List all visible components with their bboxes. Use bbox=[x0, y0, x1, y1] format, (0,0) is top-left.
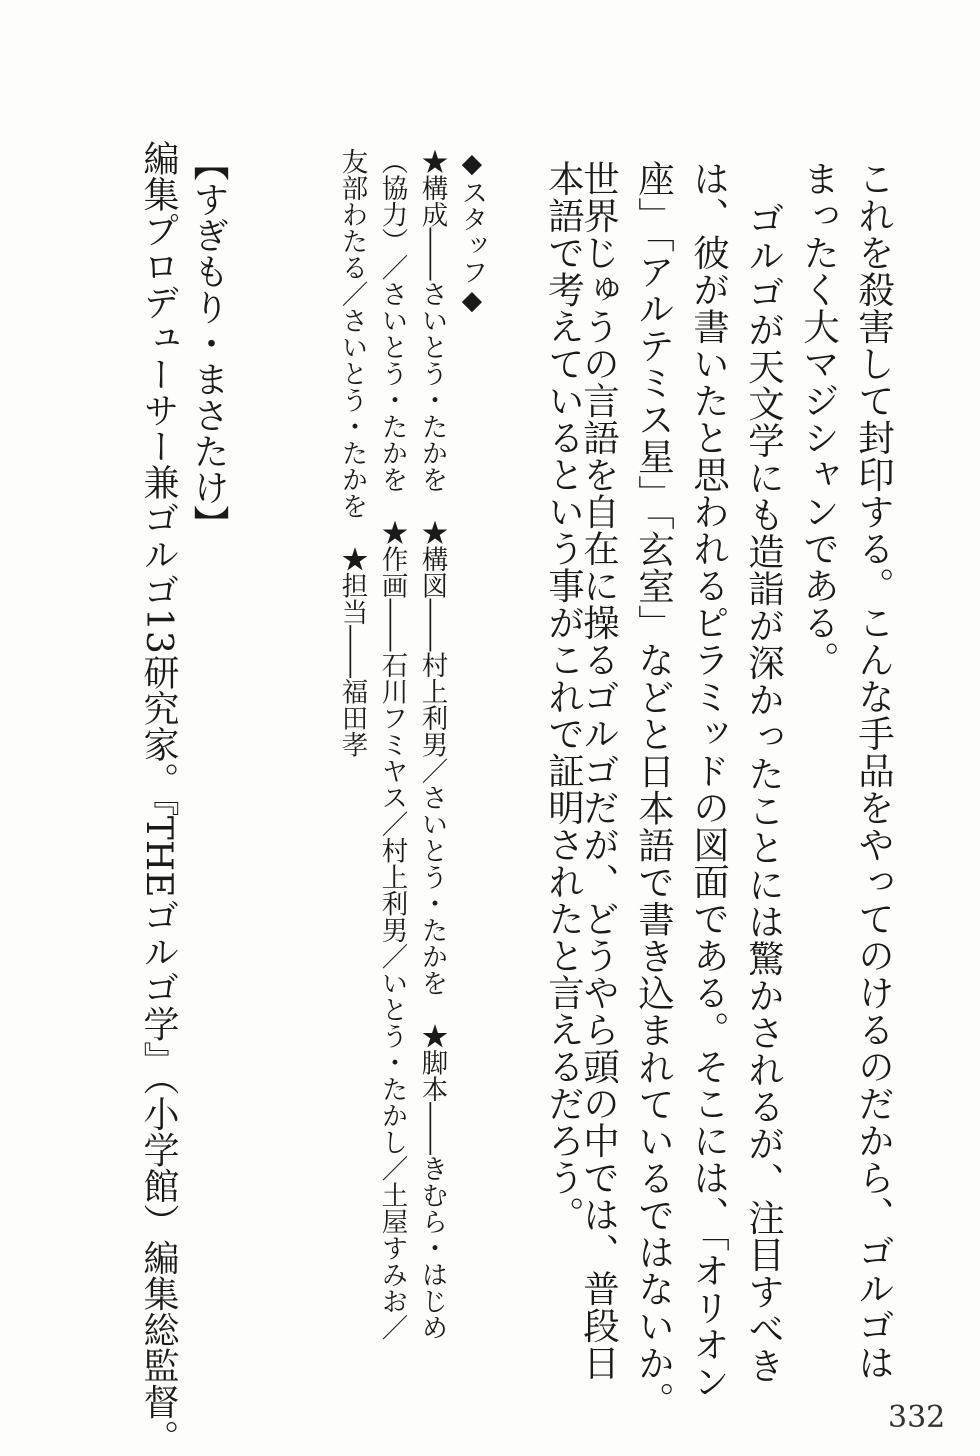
body-text-line-2: まったく大マジシャンである。 bbox=[797, 160, 841, 678]
staff-credits-line-2: （協力）／さいとう・たかを ★作画――石川フミヤス／村上利男／いとう・たかし／土屋すみお／ bbox=[376, 148, 408, 1341]
page-number: 332 bbox=[888, 1400, 946, 1435]
body-text-line-1: これを殺害して封印する。こんな手品をやってのけるのだから、ゴルゴは bbox=[852, 160, 896, 1381]
author-name-heading: 【すぎもり・まさたけ】 bbox=[188, 145, 229, 541]
body-text-line-3: ゴルゴが天文学にも造詣が深かったことには驚かされるが、注目すべき bbox=[742, 200, 786, 1384]
body-text-line-5: 座」「アルテミス星」「玄室」などと日本語で書き込まれているではないか。 bbox=[632, 160, 676, 1419]
body-text-line-4: は、彼が書いたと思われるピラミッドの図面である。そこには、「オリオン bbox=[687, 160, 731, 1400]
body-text-line-7: 本語で考えているという事がこれで証明されたと言えるだろう。 bbox=[542, 160, 586, 1233]
staff-heading: ◆スタッフ◆ bbox=[456, 148, 488, 316]
body-text-line-6: 世界じゅうの言語を自在に操るゴルゴだが、どうやら頭の中では、普段日 bbox=[577, 160, 621, 1381]
author-bio: 編集プロデューサー兼ゴルゴ13研究家。『THEゴルゴ学』（小学館）編集総監督。 bbox=[138, 140, 179, 1456]
staff-credits-line-1: ★構成――さいとう・たかを ★構図――村上利男／さいとう・たかを ★脚本――きむら・はじめ bbox=[416, 148, 448, 1341]
staff-credits-line-3: 友部わたる／さいとう・たかを ★担当――福田孝 bbox=[336, 148, 368, 758]
